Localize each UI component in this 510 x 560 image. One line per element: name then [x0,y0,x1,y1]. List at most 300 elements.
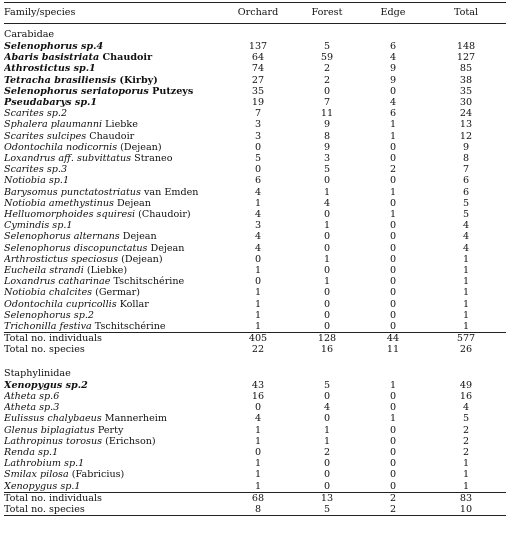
family-name: Carabidae [4,29,55,41]
count-forest: 0 [323,309,331,321]
table-row [4,287,506,298]
species-name-cell [4,86,222,97]
count-orchard: 137 [248,41,268,52]
count-edge: 9 [389,63,397,75]
species-name: Selenophorus sp.2 [4,309,95,321]
total-total: 83 [426,492,506,504]
species-name: Atheta sp.6 [4,390,60,402]
total-orchard: 405 [222,333,294,345]
count-total: 127 [456,52,476,64]
table-row [4,265,506,276]
count-total: 1 [462,276,470,288]
species-name-cell [4,413,222,424]
table-row [4,447,506,458]
table-row [4,86,506,97]
species-name: Tetracha brasiliensis [4,74,117,86]
count-edge: 0 [389,242,397,254]
count-edge: 0 [389,458,397,470]
count-edge: 0 [389,253,397,265]
table-row [4,469,506,480]
count-forest: 59 [320,52,334,64]
table-row [4,131,506,142]
count-edge: 0 [389,321,397,333]
table-row [4,198,506,209]
count-forest: 0 [323,458,331,470]
count-orchard: 1 [254,424,262,436]
count-forest: 8 [323,130,331,142]
count-forest: 0 [323,298,331,310]
count-total: 2 [462,446,470,458]
species-name-cell [4,164,222,175]
species-author: Dejean [147,242,185,254]
count-edge: 1 [389,186,397,198]
count-orchard: 5 [254,153,262,165]
species-name-cell [4,458,222,469]
species-author: (Kirby) [116,74,158,86]
species-name: Odontochila cupricollis [4,298,117,310]
species-author: Straneo [131,153,173,165]
species-name: Selenophorus alternans [4,231,120,243]
count-total: 5 [462,197,470,209]
count-orchard: 1 [254,309,262,321]
count-total: 1 [462,458,470,470]
count-orchard: 16 [251,390,265,402]
header-orchard: Orchard [222,3,294,24]
count-orchard: 6 [254,175,262,187]
species-name: Notiobia chalcites [4,287,93,299]
total-edge: 2 [360,492,426,504]
totals-label: Total no. species [4,344,85,356]
count-forest: 0 [323,242,331,254]
count-orchard: 27 [251,74,265,86]
species-name: Scarites sulcipes [4,130,87,142]
count-total: 4 [462,242,470,254]
count-forest: 3 [323,153,331,165]
family-name: Staphylinidae [4,368,71,380]
count-total: 1 [462,298,470,310]
species-name: Notiobia sp.1 [4,175,70,187]
count-orchard: 64 [251,52,265,64]
count-edge: 0 [389,175,397,187]
species-name-cell [4,243,222,254]
total-forest: 5 [294,504,360,516]
count-orchard: 35 [251,85,265,97]
species-name: Xenopygus sp.1 [4,480,81,492]
species-author: Tschitschérine [110,276,185,288]
species-name: Eulissus chalybaeus [4,413,102,425]
table-row [4,436,506,447]
total-total: 577 [426,333,506,345]
species-name-cell [4,436,222,447]
count-total: 1 [462,321,470,333]
species-name: Eucheila strandi [4,265,84,277]
totals-row [4,344,506,355]
count-total: 6 [462,175,470,187]
table-row [4,209,506,220]
species-author: (Liebke) [83,265,128,277]
species-name-cell [4,153,222,164]
total-orchard: 8 [222,504,294,516]
species-name: Scarites sp.3 [4,164,68,176]
species-author: van Emden [140,186,199,198]
species-name: Helluomorphoides squiresi [4,209,136,221]
species-name-cell [4,447,222,458]
count-total: 38 [459,74,473,86]
count-edge: 0 [389,220,397,232]
count-edge: 1 [389,413,397,425]
count-forest: 5 [323,164,331,176]
table-row [4,254,506,265]
count-total: 1 [462,265,470,277]
header-total: Total [426,3,506,24]
count-total: 8 [462,153,470,165]
total-forest: 13 [294,492,360,504]
species-name-cell [4,209,222,220]
count-forest: 1 [323,424,331,436]
count-total: 1 [462,469,470,481]
species-name: Cymindis sp.1 [4,220,73,232]
count-edge: 0 [389,424,397,436]
count-forest: 5 [323,379,331,391]
count-forest: 0 [323,265,331,277]
table-row [4,402,506,413]
count-edge: 0 [389,197,397,209]
count-total: 4 [462,231,470,243]
species-name: Sphalera plaumanni [4,119,103,131]
species-author: Chaudoir [99,52,153,64]
count-orchard: 0 [254,446,262,458]
family-header-row [4,363,506,380]
species-name: Notiobia amethystinus [4,197,114,209]
total-edge: 2 [360,504,426,516]
species-name-cell [4,276,222,287]
header-family-species: Family/species [4,3,222,24]
count-total: 6 [462,186,470,198]
species-name-cell [4,52,222,63]
count-forest: 9 [323,141,331,153]
totals-row [4,492,506,504]
table-row [4,164,506,175]
species-author: Chaudoir [86,130,135,142]
species-author: Liebke [102,119,138,131]
table-row [4,108,506,119]
species-name-cell [4,254,222,265]
count-forest: 7 [323,97,331,109]
count-total: 148 [456,41,476,52]
count-edge: 4 [389,52,397,64]
species-name: Renda sp.1 [4,446,59,458]
species-author: Putzeys [148,85,194,97]
count-orchard: 1 [254,321,262,333]
count-forest: 0 [323,413,331,425]
species-author: (Chaudoir) [135,209,191,221]
count-total: 16 [459,390,473,402]
count-edge: 4 [389,97,397,109]
count-orchard: 4 [254,209,262,221]
count-edge: 0 [389,298,397,310]
count-orchard: 74 [251,63,265,75]
count-orchard: 3 [254,220,262,232]
species-name: Smilax pilosa [4,469,69,481]
table-row [4,458,506,469]
count-forest: 1 [323,186,331,198]
table-row [4,97,506,108]
species-author: (Fabricius) [68,469,125,481]
count-edge: 1 [389,379,397,391]
count-orchard: 0 [254,402,262,414]
species-name: Arthrostictus speciosus [4,253,119,265]
count-edge: 0 [389,402,397,414]
totals-label: Total no. individuals [4,333,222,345]
species-author: (Dejean) [117,141,162,153]
table-row [4,243,506,254]
species-author: Dejean [119,231,157,243]
species-name-cell [4,75,222,86]
count-edge: 0 [389,141,397,153]
count-forest: 0 [323,390,331,402]
species-name: Selenophorus sp.4 [4,41,104,52]
count-total: 13 [459,119,473,131]
species-author: Tschitschérine [91,321,166,333]
total-forest: 128 [294,333,360,345]
species-name: Xenopygus sp.2 [4,379,88,391]
count-orchard: 0 [254,141,262,153]
species-name: Scarites sp.2 [4,108,68,120]
species-name-cell [4,108,222,119]
total-total: 26 [459,344,473,356]
species-table [4,2,506,516]
count-edge: 0 [389,287,397,299]
totals-label: Total no. individuals [4,492,222,504]
species-name-cell [4,321,222,333]
table-row [4,41,506,52]
count-forest: 0 [323,209,331,221]
count-orchard: 1 [254,298,262,310]
species-name-cell [4,187,222,198]
table-row [4,52,506,63]
species-name: Selenophorus seriatoporus [4,85,149,97]
total-orchard: 68 [222,492,294,504]
species-name-cell [4,310,222,321]
count-total: 2 [462,435,470,447]
count-orchard: 7 [254,108,262,120]
species-name: Pseudabarys sp.1 [4,97,98,109]
species-name-cell [4,425,222,436]
table-row [4,413,506,424]
header-row [4,3,506,24]
count-forest: 2 [323,446,331,458]
species-name-cell [4,265,222,276]
count-edge: 0 [389,153,397,165]
total-orchard: 22 [251,344,265,356]
species-name-cell [4,97,222,108]
count-edge: 1 [389,209,397,221]
count-total: 5 [462,413,470,425]
count-total: 5 [462,209,470,221]
count-forest: 0 [323,469,331,481]
section-spacer [4,356,506,363]
species-name-cell [4,198,222,209]
table-row [4,391,506,402]
count-orchard: 43 [251,379,265,391]
count-orchard: 4 [254,413,262,425]
table-row [4,380,506,391]
total-total: 10 [426,504,506,516]
species-name-cell [4,142,222,153]
species-name: Abaris basistriata [4,52,100,64]
count-edge: 0 [389,390,397,402]
species-name: Atheta sp.3 [4,402,60,414]
count-edge: 0 [389,469,397,481]
count-total: 35 [459,85,473,97]
species-name: Athrostictus sp.1 [4,63,96,75]
count-total: 1 [462,309,470,321]
count-edge: 1 [389,119,397,131]
header-edge: Edge [360,3,426,24]
count-total: 1 [462,480,470,492]
count-orchard: 4 [254,242,262,254]
count-forest: 1 [323,435,331,447]
species-name-cell [4,119,222,130]
species-name-cell [4,220,222,231]
count-edge: 0 [389,309,397,321]
header-forest: Forest [294,3,360,24]
species-author: Dejean [113,197,151,209]
count-forest: 1 [323,276,331,288]
species-name-cell [4,481,222,493]
count-edge: 0 [389,265,397,277]
species-name-cell [4,402,222,413]
species-author: (Germar) [92,287,140,299]
species-name: Trichonilla festiva [4,321,92,333]
table-row [4,481,506,493]
species-name-cell [4,231,222,242]
species-name: Odontochila nodicornis [4,141,118,153]
table-row [4,175,506,186]
species-name: Loxandrus catharinae [4,276,111,288]
count-edge: 2 [389,164,397,176]
species-name-cell [4,63,222,74]
count-forest: 1 [323,253,331,265]
count-orchard: 0 [254,276,262,288]
count-total: 9 [462,141,470,153]
spacer-cell [4,356,506,363]
count-orchard: 1 [254,287,262,299]
species-name: Selenophorus discopunctatus [4,242,148,254]
species-author: Perty [94,424,124,436]
count-edge: 0 [389,85,397,97]
count-forest: 1 [323,220,331,232]
count-forest: 5 [323,41,331,52]
count-orchard: 1 [254,469,262,481]
count-total: 49 [459,379,473,391]
count-forest: 0 [323,321,331,333]
species-name: Lathropinus torosus [4,435,103,447]
count-total: 85 [459,63,473,75]
species-name: Lathrobium sp.1 [4,458,85,470]
count-forest: 0 [323,287,331,299]
count-forest: 0 [323,85,331,97]
table-row [4,299,506,310]
count-edge: 0 [389,446,397,458]
species-name-cell [4,175,222,186]
count-total: 1 [462,253,470,265]
count-orchard: 0 [254,253,262,265]
count-forest: 9 [323,119,331,131]
species-name: Barysomus punctatostriatus [4,186,141,198]
count-orchard: 1 [254,265,262,277]
total-forest: 16 [320,344,334,356]
species-name-cell [4,299,222,310]
total-edge: 44 [360,333,426,345]
count-forest: 4 [323,402,331,414]
count-orchard: 1 [254,197,262,209]
count-orchard: 19 [251,97,265,109]
species-name-cell [4,469,222,480]
table-row [4,276,506,287]
table-row [4,310,506,321]
table-row [4,119,506,130]
table-row [4,75,506,86]
count-edge: 0 [389,231,397,243]
count-total: 24 [459,108,473,120]
count-orchard: 1 [254,435,262,447]
species-name-cell [4,287,222,298]
table-row [4,231,506,242]
species-name-cell [4,41,222,52]
table-row [4,63,506,74]
count-edge: 6 [389,41,397,52]
count-edge: 6 [389,108,397,120]
count-forest: 11 [320,108,334,120]
species-name-cell [4,380,222,391]
count-total: 7 [462,164,470,176]
count-edge: 9 [389,74,397,86]
table-body [4,24,506,516]
count-total: 12 [459,130,473,142]
table-row [4,220,506,231]
totals-label: Total no. species [4,504,222,516]
species-name-cell [4,131,222,142]
count-edge: 0 [389,480,397,492]
count-forest: 0 [323,231,331,243]
count-forest: 0 [323,175,331,187]
table-row [4,187,506,198]
count-edge: 0 [389,435,397,447]
count-total: 2 [462,424,470,436]
totals-row [4,333,506,345]
totals-row [4,504,506,516]
count-orchard: 3 [254,130,262,142]
count-orchard: 0 [254,164,262,176]
table-row [4,321,506,333]
count-total: 30 [459,97,473,109]
count-total: 1 [462,287,470,299]
total-edge: 11 [386,344,400,356]
table-row [4,153,506,164]
count-forest: 2 [323,74,331,86]
count-forest: 4 [323,197,331,209]
species-name-cell [4,391,222,402]
count-orchard: 1 [254,458,262,470]
count-orchard: 1 [254,480,262,492]
species-author: Kollar [116,298,149,310]
count-forest: 0 [323,480,331,492]
species-author: (Dejean) [118,253,163,265]
count-total: 4 [462,220,470,232]
table-row [4,142,506,153]
species-author: (Erichson) [102,435,156,447]
